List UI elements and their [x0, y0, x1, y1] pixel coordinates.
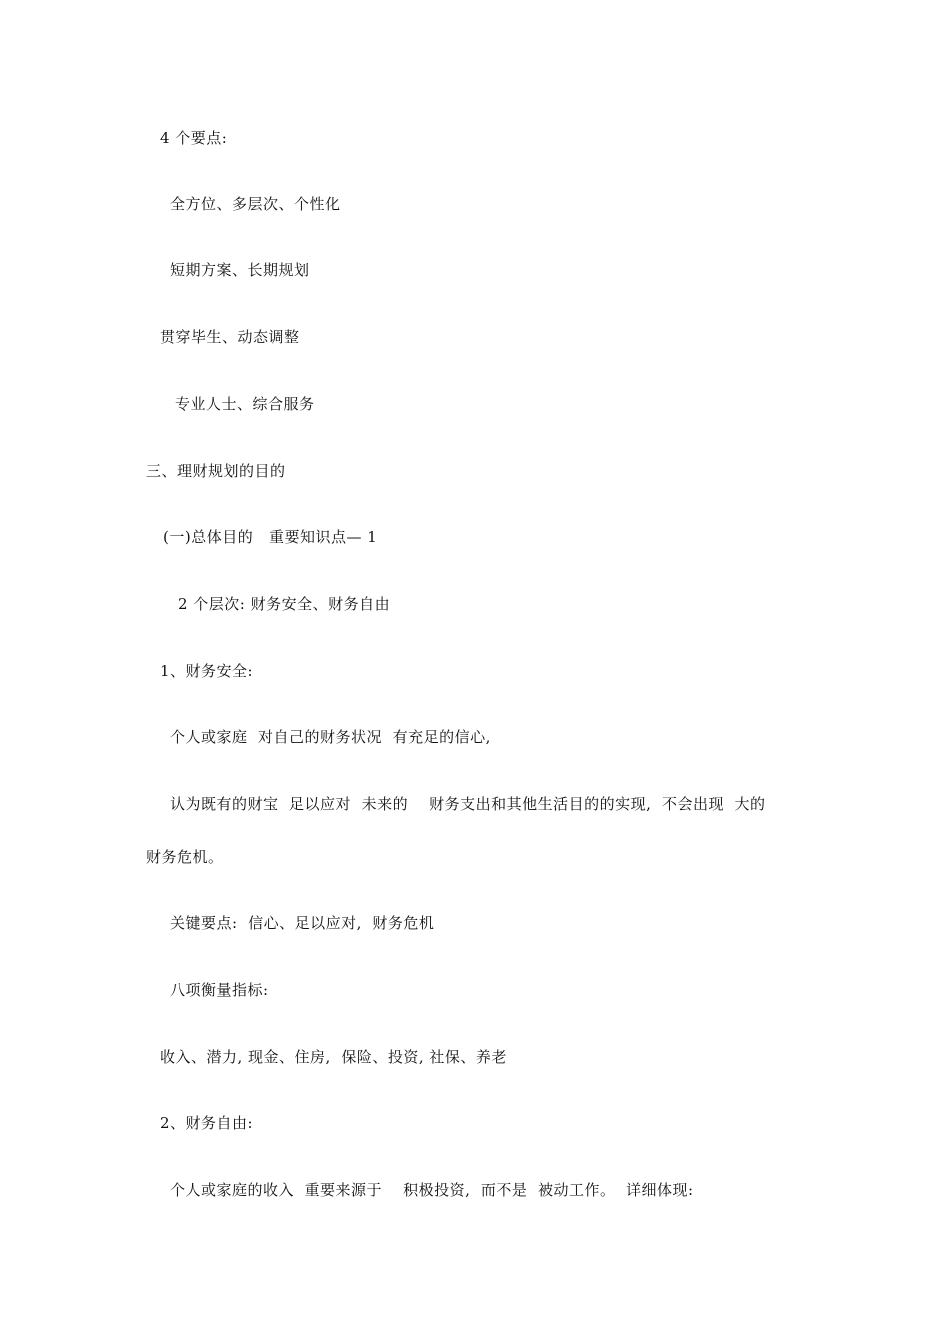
text-line-security-definition-2: 认为既有的财宝 足以应对 未来的 财务支出和其他生活目的的实现, 不会出现 大的	[170, 795, 766, 813]
text-line-key-point-1: 全方位、多层次、个性化	[170, 195, 341, 213]
text-line-key-point-4: 专业人士、综合服务	[175, 395, 315, 413]
text-line-two-levels: 2 个层次: 财务安全、财务自由	[178, 595, 391, 613]
item-heading-financial-freedom: 2、财务自由:	[160, 1114, 254, 1132]
text-line-freedom-definition: 个人或家庭的收入 重要来源于 积极投资, 而不是 被动工作。 详细体现:	[170, 1181, 694, 1199]
text-line-key-point-2: 短期方案、长期规划	[170, 261, 310, 279]
text-line-key-point-3: 贯穿毕生、动态调整	[160, 328, 300, 346]
text-line-security-key-points: 关键要点: 信心、足以应对, 财务危机	[170, 914, 435, 932]
text-line-key-points-heading: 4 个要点:	[160, 129, 228, 147]
text-line-security-definition-1: 个人或家庭 对自己的财务状况 有充足的信心,	[170, 728, 491, 746]
section-heading: 三、理财规划的目的	[146, 462, 286, 480]
text-line-eight-indicators-heading: 八项衡量指标:	[170, 981, 269, 999]
subsection-heading: (一)总体目的 重要知识点— 1	[163, 528, 378, 546]
item-heading-financial-security: 1、财务安全:	[160, 662, 254, 680]
text-line-security-definition-3: 财务危机。	[146, 848, 224, 866]
text-line-eight-indicators: 收入、潜力, 现金、住房, 保险、投资, 社保、养老	[160, 1048, 507, 1066]
